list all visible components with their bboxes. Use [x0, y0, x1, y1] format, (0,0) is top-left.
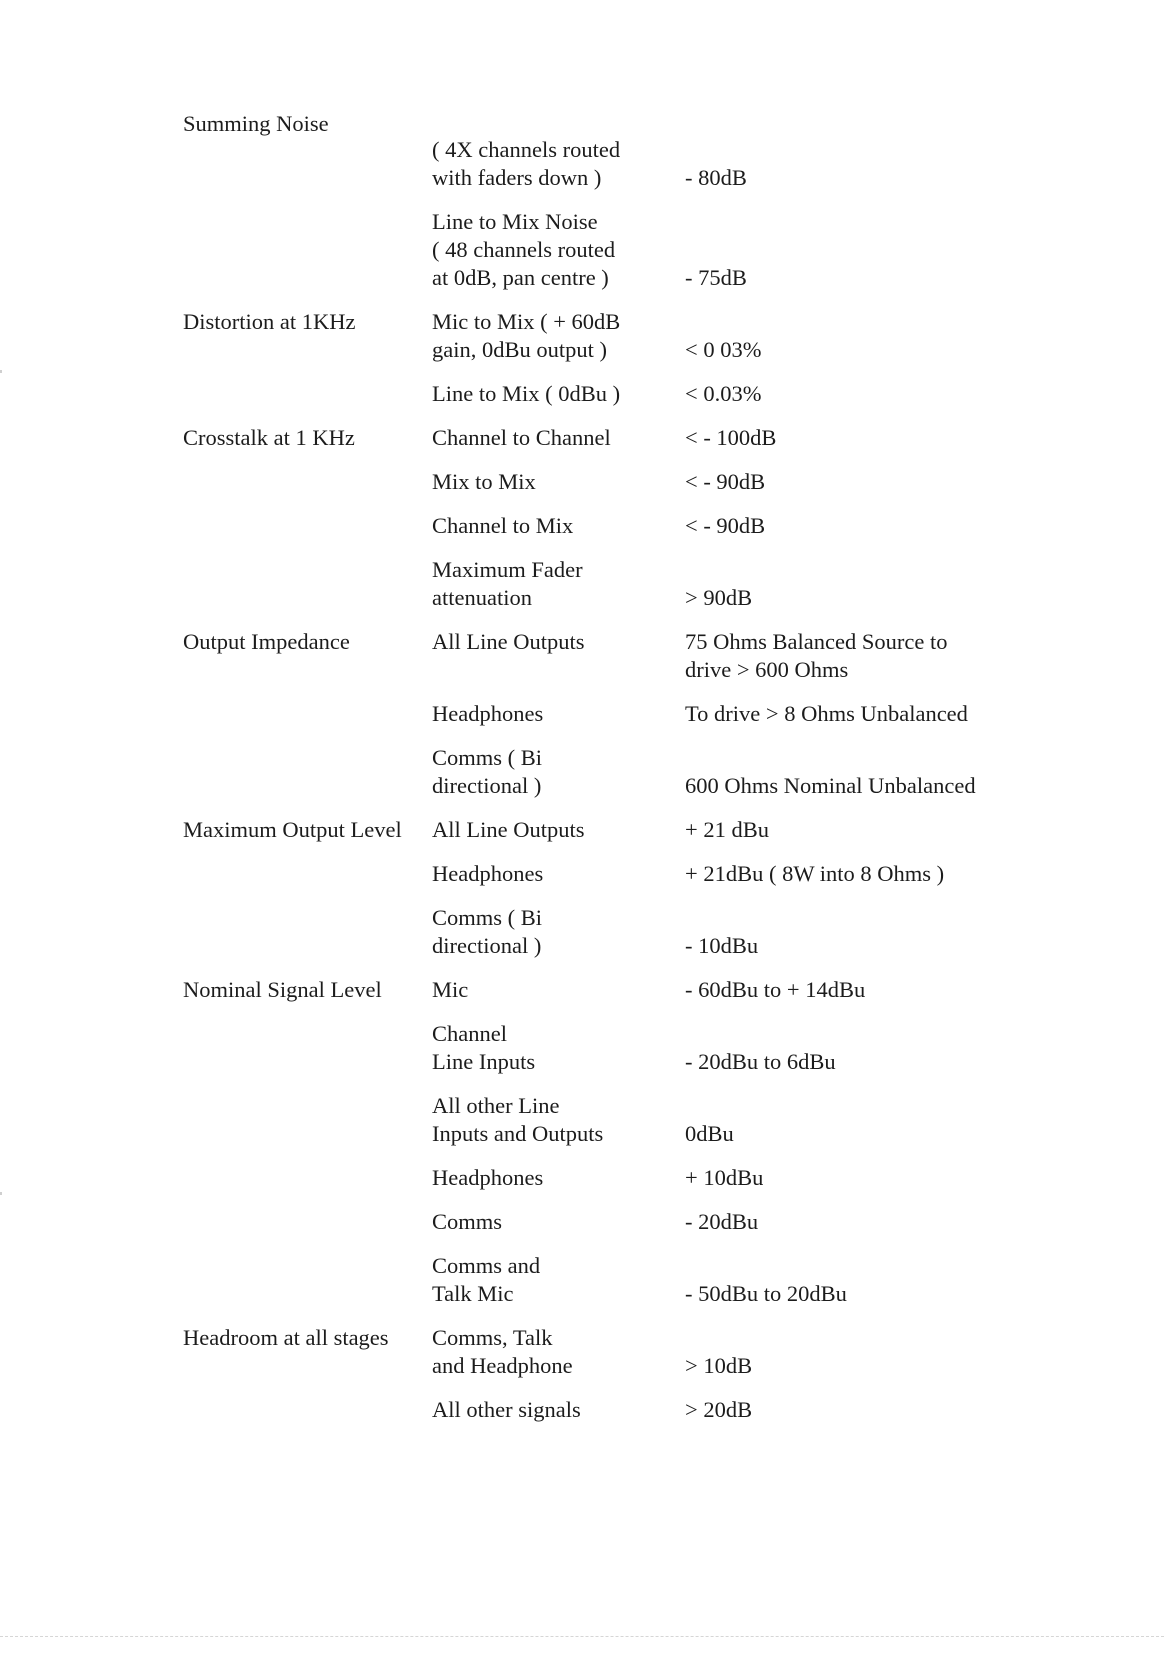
spec-value: - 10dBu [685, 933, 759, 958]
spec-condition: All other signals [432, 1397, 581, 1422]
spec-parameter: Headroom at all stages [183, 1325, 389, 1350]
spec-condition: Channel Line Inputs [432, 1021, 536, 1074]
spec-row [183, 424, 1063, 452]
spec-row [183, 976, 1063, 1004]
spec-condition: Channel to Channel [432, 425, 611, 450]
spec-condition: Line to Mix ( 0dBu ) [432, 381, 621, 406]
spec-row [183, 556, 1063, 612]
spec-row [183, 1092, 1063, 1148]
spec-condition: Line to Mix Noise ( 48 channels routed at 0dB, pan centre ) [432, 209, 616, 290]
spec-condition: Comms ( Bi directional ) [432, 905, 543, 958]
spec-row [183, 904, 1063, 960]
spec-value: < - 100dB [685, 425, 777, 450]
spec-value: 75 Ohms Balanced Source to drive > 600 Ohms [685, 629, 948, 682]
spec-parameter: Crosstalk at 1 KHz [183, 425, 355, 450]
spec-row [183, 816, 1063, 844]
spec-condition: All Line Outputs [432, 629, 585, 654]
spec-value: < 0 03% [685, 337, 762, 362]
spec-value: > 90dB [685, 585, 753, 610]
spec-row [183, 1020, 1063, 1076]
spec-condition: Comms and Talk Mic [432, 1253, 541, 1306]
spec-value: > 20dB [685, 1397, 753, 1422]
spec-row [183, 628, 1063, 684]
spec-condition: All Line Outputs [432, 817, 585, 842]
scan-mark [0, 370, 2, 373]
spec-value: - 75dB [685, 265, 747, 290]
spec-condition: Mic to Mix ( + 60dB gain, 0dBu output ) [432, 309, 621, 362]
spec-value: - 60dBu to + 14dBu [685, 977, 866, 1002]
spec-row [183, 512, 1063, 540]
spec-value: < - 90dB [685, 513, 766, 538]
spec-condition: Mic [432, 977, 469, 1002]
spec-value: - 80dB [685, 165, 747, 190]
bottom-scan-rule [0, 1636, 1164, 1637]
spec-value: + 21 dBu [685, 817, 769, 842]
spec-row [183, 136, 1063, 192]
spec-condition: Headphones [432, 861, 544, 886]
spec-row [183, 1324, 1063, 1380]
spec-value: 600 Ohms Nominal Unbalanced [685, 773, 976, 798]
spec-condition: Maximum Fader attenuation [432, 557, 583, 610]
spec-condition: Comms, Talk and Headphone [432, 1325, 573, 1378]
spec-value: 0dBu [685, 1121, 734, 1146]
spec-row [183, 110, 1063, 138]
spec-value: To drive > 8 Ohms Unbalanced [685, 701, 968, 726]
spec-condition: Headphones [432, 701, 544, 726]
spec-parameter: Nominal Signal Level [183, 977, 382, 1002]
spec-condition: Headphones [432, 1165, 544, 1190]
spec-table [183, 110, 1063, 1424]
spec-row [183, 1252, 1063, 1308]
spec-row [183, 468, 1063, 496]
spec-value: > 10dB [685, 1353, 753, 1378]
spec-row [183, 700, 1063, 728]
spec-parameter: Maximum Output Level [183, 817, 402, 842]
spec-row [183, 1396, 1063, 1424]
spec-row [183, 308, 1063, 364]
spec-value: - 20dBu to 6dBu [685, 1049, 836, 1074]
spec-row [183, 380, 1063, 408]
spec-value: + 21dBu ( 8W into 8 Ohms ) [685, 861, 945, 886]
spec-condition: Comms [432, 1209, 503, 1234]
spec-value: - 20dBu [685, 1209, 759, 1234]
spec-parameter: Output Impedance [183, 629, 350, 654]
spec-condition: ( 4X channels routed with faders down ) [432, 137, 621, 190]
spec-row [183, 1164, 1063, 1192]
spec-condition: Channel to Mix [432, 513, 574, 538]
spec-value: - 50dBu to 20dBu [685, 1281, 847, 1306]
spec-row [183, 208, 1063, 292]
spec-value: + 10dBu [685, 1165, 764, 1190]
spec-value: < 0.03% [685, 381, 762, 406]
spec-parameter: Distortion at 1KHz [183, 309, 356, 334]
spec-condition: Comms ( Bi directional ) [432, 745, 543, 798]
spec-row [183, 1208, 1063, 1236]
spec-condition: Mix to Mix [432, 469, 536, 494]
spec-condition: All other Line Inputs and Outputs [432, 1093, 604, 1146]
scan-mark [0, 1192, 2, 1195]
spec-row [183, 860, 1063, 888]
spec-row [183, 744, 1063, 800]
spec-value: < - 90dB [685, 469, 766, 494]
spec-parameter: Summing Noise [183, 111, 329, 136]
